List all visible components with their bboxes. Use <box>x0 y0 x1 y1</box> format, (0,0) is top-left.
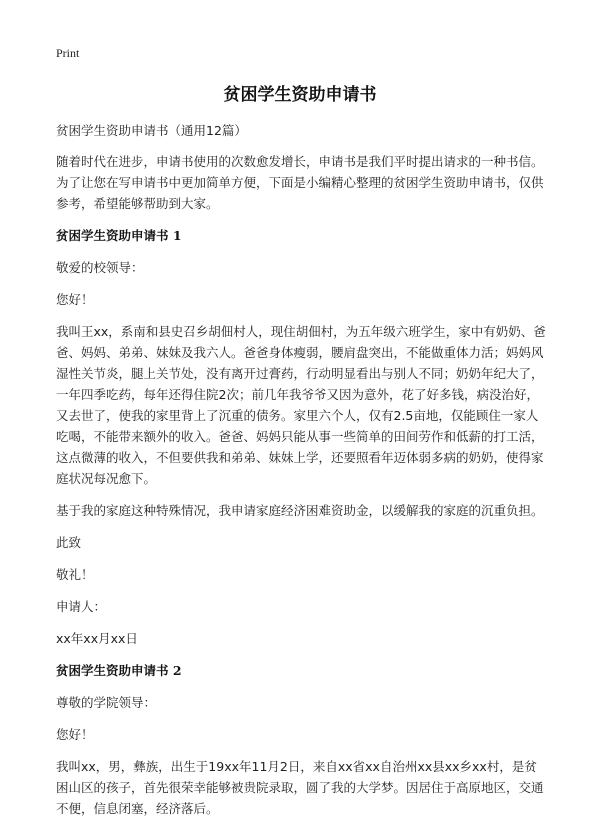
body-paragraph: 我叫王xx，系南和县史召乡胡佃村人，现住胡佃村，为五年级六班学生，家中有奶奶、爸爸、妈妈、弟弟、妹妹及我六人。爸爸身体瘦弱，腰肩盘突出，不能做重体力活；妈妈风湿性关节炎，腿上关节处，没有离开过膏药，行动明显看出与别人不同；奶奶年纪大了，一年四季吃药，每年还得住院2次；前几年我爷爷又因为意外，花了好多钱，病没治好，又去世了，使我的家里背上了沉重的债务。家里六个人，仅有2.5亩地，仅能顾住一家人吃喝，不能带来额外的收入。爸爸、妈妈只能从事一些简单的田间劳作和低薪的打工活，这点微薄的收入，不但要供我和弟弟、妹妹上学，还要照看年迈体弱多病的奶奶，使得家庭状况每况愈下。 <box>56 324 546 486</box>
body-paragraph: 我叫xx，男，彝族，出生于19xx年11月2日，来自xx省xx自治州xx县xx乡xx村，是贫困山区的孩子，首先很荣幸能够被贵院录取，圆了我的大学梦。因居住于高原地区，交通不便，信息闭塞，经济落后。 <box>56 759 544 816</box>
greeting: 您好！ <box>56 292 94 307</box>
section-heading-1: 贫困学生资助申请书 1 <box>56 228 182 243</box>
document-body <box>56 120 546 828</box>
salutation: 尊敬的学院领导： <box>56 695 157 710</box>
closing-line: 此致 <box>56 535 82 550</box>
document-subtitle: 贫困学生资助申请书（通用12篇） <box>56 123 247 138</box>
applicant-label: 申请人： <box>56 599 107 614</box>
print-link[interactable]: Print <box>56 46 80 60</box>
body-paragraph: 基于我的家庭这种特殊情况，我申请家庭经济困难资助金，以缓解我的家庭的沉重负担。 <box>56 503 544 518</box>
intro-paragraph: 随着时代在进步，申请书使用的次数愈发增长，申请书是我们平时提出请求的一种书信。为了让您在写申请书中更加简单方便，下面是小编精心整理的贫困学生资助申请书，仅供参考，希望能够帮助到大家。 <box>56 154 544 211</box>
date-line: xx年xx月xx日 <box>56 631 138 646</box>
closing-line: 敬礼！ <box>56 567 94 582</box>
greeting: 您好！ <box>56 727 94 742</box>
salutation: 敬爱的校领导： <box>56 260 144 275</box>
page-title: 贫困学生资助申请书 <box>223 85 377 105</box>
section-heading-2: 贫困学生资助申请书 2 <box>56 663 182 678</box>
